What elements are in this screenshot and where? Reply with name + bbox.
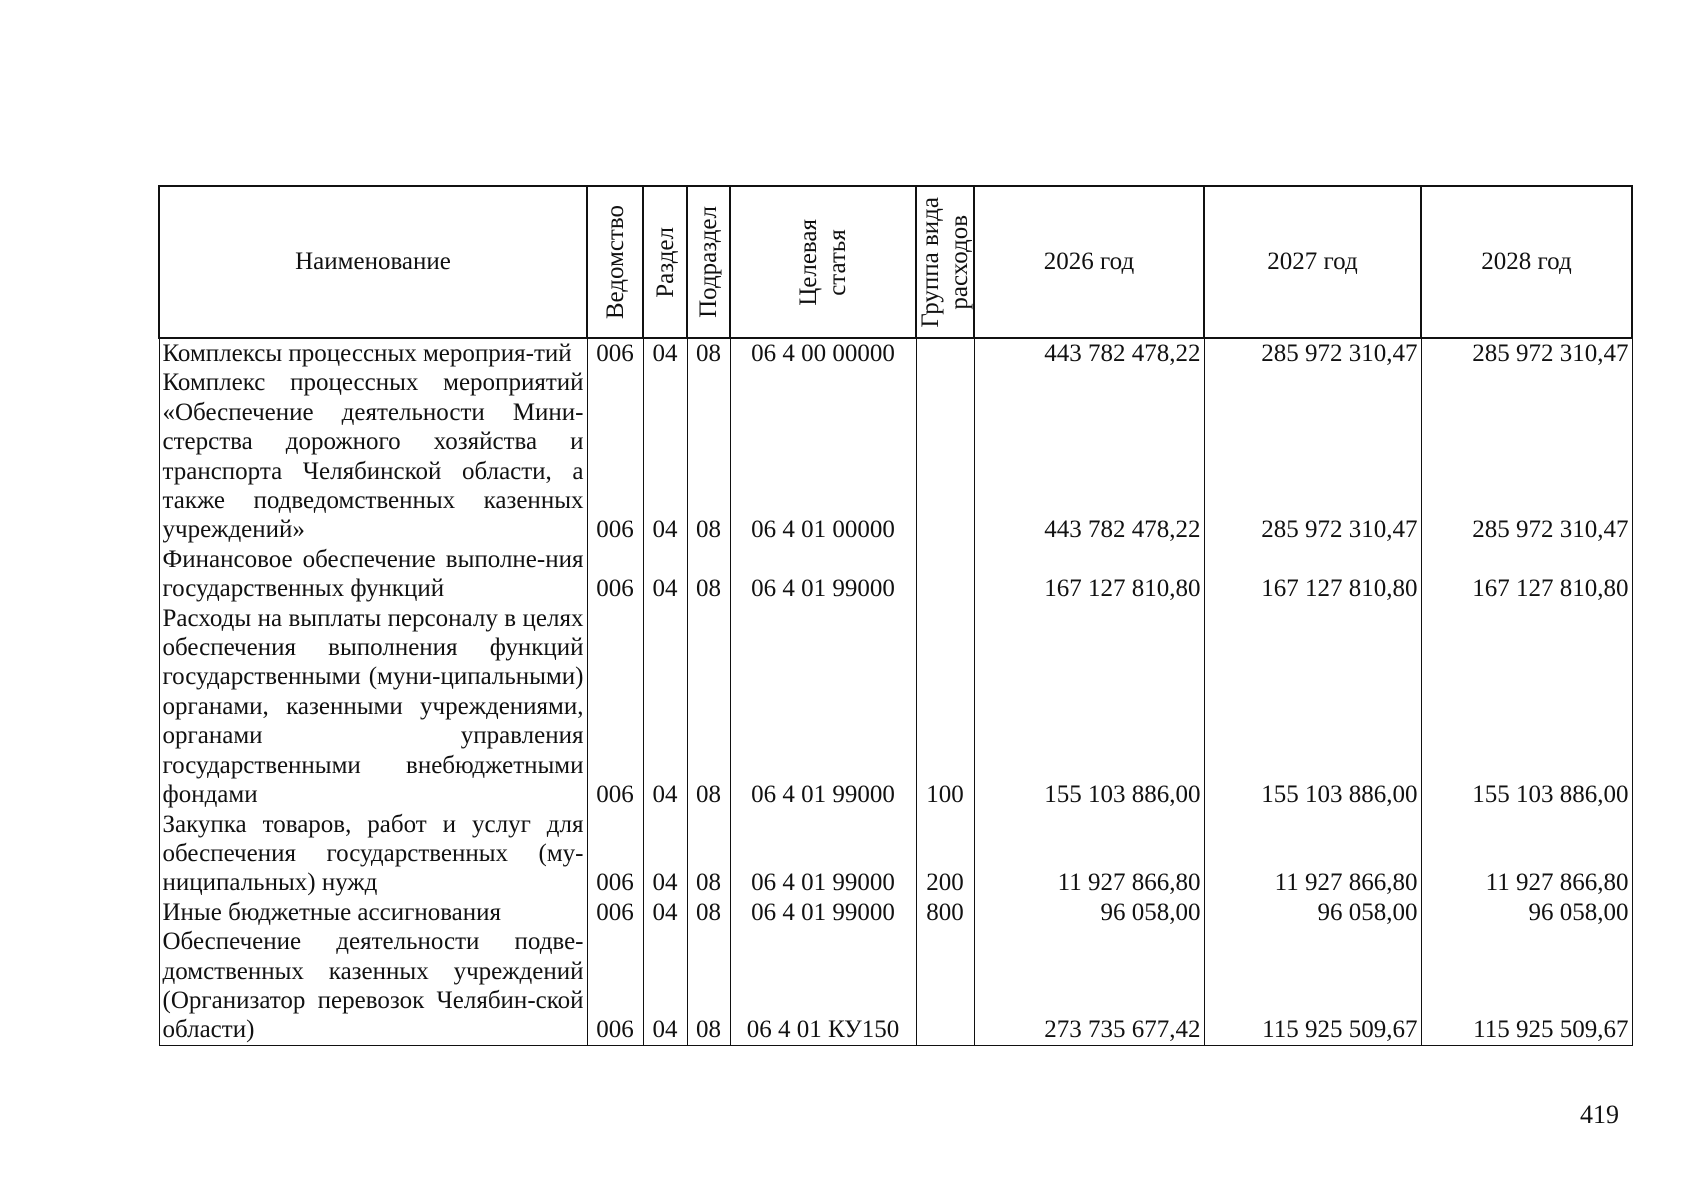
- row-name: Комплексы процессных мероприя-тий: [159, 338, 587, 368]
- row-2027: 96 058,00: [1204, 898, 1421, 927]
- row-target-item: 06 4 01 КУ150: [730, 927, 916, 1045]
- row-target-item: 06 4 01 99000: [730, 604, 916, 810]
- row-department: 006: [587, 545, 643, 604]
- row-section: 04: [643, 810, 687, 898]
- row-department: 006: [587, 898, 643, 927]
- row-section: 04: [643, 604, 687, 810]
- row-expense-group: 800: [916, 898, 974, 927]
- row-name: Комплекс процессных мероприятий «Обеспечение деятельности Мини-стерства дорожного хозяйства и транспорта Челябинской области, а также подведомственных казенных учреждений»: [159, 368, 587, 544]
- row-expense-group: [916, 545, 974, 604]
- row-department: 006: [587, 368, 643, 544]
- header-2027: 2027 год: [1204, 186, 1421, 338]
- row-2026: 155 103 886,00: [974, 604, 1204, 810]
- row-name: Закупка товаров, работ и услуг для обеспечения государственных (му-ниципальных) нужд: [159, 810, 587, 898]
- row-section: 04: [643, 368, 687, 544]
- row-2028: 11 927 866,80: [1421, 810, 1632, 898]
- row-subsection: 08: [687, 368, 730, 544]
- page-number: 419: [1580, 1100, 1619, 1129]
- row-2026: 167 127 810,80: [974, 545, 1204, 604]
- header-2028: 2028 год: [1421, 186, 1632, 338]
- row-department: 006: [587, 338, 643, 368]
- header-name: Наименование: [159, 186, 587, 338]
- table-row: [159, 898, 1632, 927]
- row-name: Обеспечение деятельности подве-домственных казенных учреждений (Организатор перевозок Челябин-ской области): [159, 927, 587, 1045]
- row-target-item: 06 4 01 99000: [730, 810, 916, 898]
- row-subsection: 08: [687, 810, 730, 898]
- row-section: 04: [643, 545, 687, 604]
- row-subsection: 08: [687, 338, 730, 368]
- table-row: [159, 545, 1632, 604]
- row-2027: 11 927 866,80: [1204, 810, 1421, 898]
- row-name: Расходы на выплаты персоналу в целях обеспечения выполнения функций государственными (муни-ципальными) органами, казенными учреждениями, органами управления государственными внебюджетными фондами: [159, 604, 587, 810]
- row-department: 006: [587, 810, 643, 898]
- row-name: Иные бюджетные ассигнования: [159, 898, 587, 927]
- row-expense-group: [916, 338, 974, 368]
- header-target-item: Целевая статья: [730, 186, 916, 338]
- table-row: [159, 368, 1632, 544]
- row-2028: 285 972 310,47: [1421, 368, 1632, 544]
- row-name: Финансовое обеспечение выполне-ния государственных функций: [159, 545, 587, 604]
- row-2028: 115 925 509,67: [1421, 927, 1632, 1045]
- header-subsection: Подраздел: [687, 186, 730, 338]
- row-subsection: 08: [687, 898, 730, 927]
- row-2027: 285 972 310,47: [1204, 368, 1421, 544]
- row-target-item: 06 4 01 00000: [730, 368, 916, 544]
- row-2026: 273 735 677,42: [974, 927, 1204, 1045]
- row-2026: 443 782 478,22: [974, 368, 1204, 544]
- row-2028: 155 103 886,00: [1421, 604, 1632, 810]
- row-target-item: 06 4 00 00000: [730, 338, 916, 368]
- budget-table: [158, 185, 1633, 1046]
- row-section: 04: [643, 898, 687, 927]
- row-target-item: 06 4 01 99000: [730, 898, 916, 927]
- table-row: [159, 604, 1632, 810]
- row-2027: 167 127 810,80: [1204, 545, 1421, 604]
- row-2026: 96 058,00: [974, 898, 1204, 927]
- row-2028: 96 058,00: [1421, 898, 1632, 927]
- row-department: 006: [587, 604, 643, 810]
- row-expense-group: 100: [916, 604, 974, 810]
- row-2028: 285 972 310,47: [1421, 338, 1632, 368]
- row-2026: 443 782 478,22: [974, 338, 1204, 368]
- header-expense-group: Группа вида расходов: [916, 186, 974, 338]
- row-2026: 11 927 866,80: [974, 810, 1204, 898]
- row-2027: 285 972 310,47: [1204, 338, 1421, 368]
- header-row: [159, 186, 1632, 338]
- header-section: Раздел: [643, 186, 687, 338]
- row-section: 04: [643, 927, 687, 1045]
- row-subsection: 08: [687, 927, 730, 1045]
- header-2026: 2026 год: [974, 186, 1204, 338]
- row-expense-group: 200: [916, 810, 974, 898]
- row-expense-group: [916, 927, 974, 1045]
- table-row: [159, 810, 1632, 898]
- row-2027: 115 925 509,67: [1204, 927, 1421, 1045]
- table-row: [159, 927, 1632, 1045]
- row-subsection: 08: [687, 545, 730, 604]
- header-department: Ведомство: [587, 186, 643, 338]
- row-subsection: 08: [687, 604, 730, 810]
- row-2027: 155 103 886,00: [1204, 604, 1421, 810]
- row-target-item: 06 4 01 99000: [730, 545, 916, 604]
- row-section: 04: [643, 338, 687, 368]
- row-expense-group: [916, 368, 974, 544]
- row-2028: 167 127 810,80: [1421, 545, 1632, 604]
- table-row: [159, 338, 1632, 368]
- row-department: 006: [587, 927, 643, 1045]
